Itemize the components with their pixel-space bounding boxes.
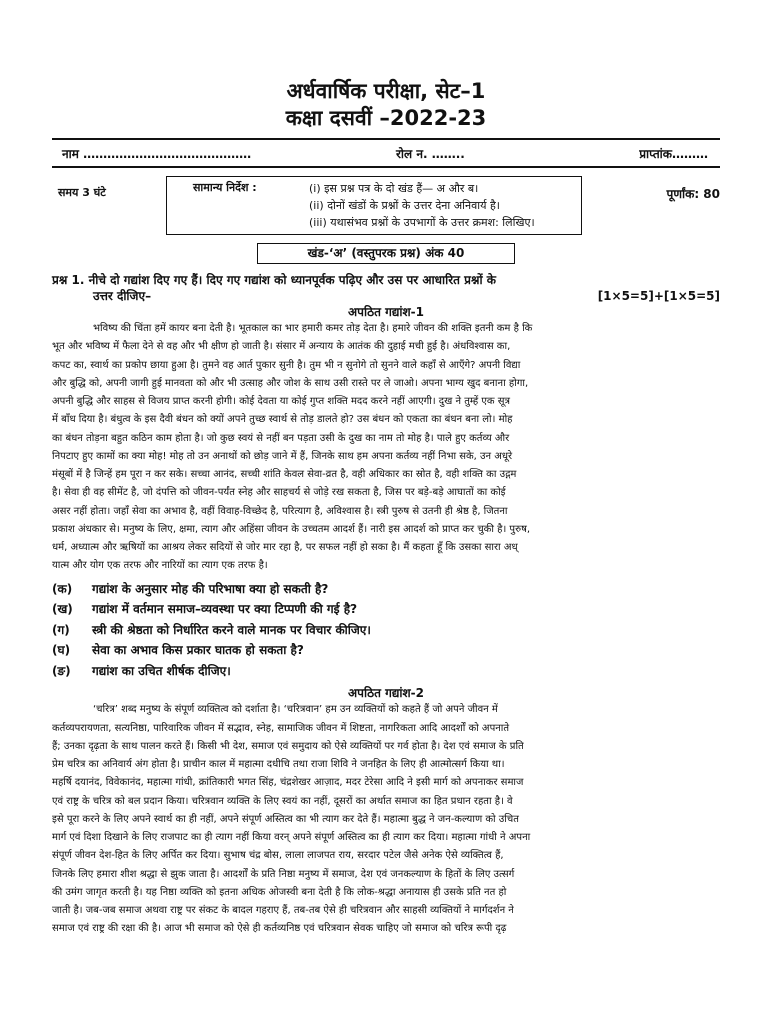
instructions-row bbox=[52, 176, 720, 235]
passage-line: निपटाए हुए कामों का क्या मोह! मोह तो उन अनाथों को छोड़ जाने में हैं, जिनके साथ हम अपना कर्तव्य नहीं निभा सके, उन अधूरे bbox=[52, 450, 513, 462]
class-title: कक्षा दसवीं –2022-23 bbox=[285, 106, 487, 130]
question-1-continuation: उत्तर दीजिए– bbox=[93, 289, 152, 303]
sub-question-text: गद्यांश के अनुसार मोह की परिभाषा क्या हो सकती है? bbox=[92, 581, 329, 596]
exam-title: अर्धवार्षिक परीक्षा, सेट–1 bbox=[286, 79, 486, 103]
passage-line: और बुद्धि को, अपनी जागी हुई मानवता को और भी उत्साह और जोश के साथ उसी रास्ते पर ले जाओ। अपना भाग्य खुद बनाना होगा, bbox=[52, 377, 529, 389]
roll-number-field: रोल न. …….. bbox=[396, 146, 465, 161]
passage-line: है। सेवा ही वह सीमेंट है, जो दंपत्ति को जीवन-पर्यंत स्नेह और साहचर्य से जोड़े रख सकता है, जिस पर बड़े-बड़े आघातों का कोई bbox=[52, 487, 506, 499]
sub-question-label: (ग) bbox=[52, 622, 70, 637]
passage-line: मंसूबों में है जिन्हें हम पूरा न कर सके। सच्चा आनंद, सच्ची शांति केवल सेवा-व्रत है, वही अधिकार का स्रोत है, वही शक्ति का उद्गम bbox=[52, 469, 517, 480]
question-1-marks: [1×5=5]+[1×5=5] bbox=[597, 289, 720, 303]
passage-line: कर्तव्यपरायणता, सत्यनिष्ठा, पारिवारिक जीवन में सद्भाव, स्नेह, सामाजिक जीवन में शिष्टता, नागरिकता आदि आदर्शों को अपनाते bbox=[52, 722, 510, 734]
passage-1 bbox=[52, 320, 720, 576]
sub-question bbox=[52, 579, 720, 600]
obtained-marks-field: प्राप्तांक……… bbox=[639, 146, 708, 161]
sub-question-text: गद्यांश में वर्तमान समाज–व्यवस्था पर क्या टिप्पणी की गई है? bbox=[92, 602, 358, 617]
sub-question-label: (ङ) bbox=[52, 663, 71, 678]
passage-2 bbox=[52, 701, 720, 938]
passage-line: जिनके लिए हमारा शीश श्रद्धा से झुक जाता है। आदर्शों के प्रति निष्ठा मनुष्य में समाज, देश एवं जनकल्याण के हितों के लिए उत्सर्ग bbox=[52, 868, 515, 880]
passage-line: मार्ग एवं दिशा दिखाने के लिए राजपाट का ही त्याग नहीं किया वरन् अपने संपूर्ण अस्तित्व का ही त्याग कर दिया। महात्मा गांधी ने अपना bbox=[52, 832, 531, 844]
passage-1-heading: अपठित गद्यांश-1 bbox=[348, 305, 424, 319]
instruction-item: (ii) दोनों खंडों के प्रश्नों के उत्तर देना अनिवार्य है। bbox=[309, 199, 500, 212]
passage-line: ‘चरित्र’ शब्द मनुष्य के संपूर्ण व्यक्तित्व को दर्शाता है। ‘चरित्रवान’ हम उन व्यक्तियों को कहते हैं जो अपने जीवन में bbox=[93, 704, 498, 716]
passage-line: प्रकाश अंधकार से। मनुष्य के लिए, क्षमा, त्याग और अहिंसा जीवन के उच्चतम आदर्श हैं। नारी इस आदर्श को प्राप्त कर चुकी है। पुरुष, bbox=[52, 523, 531, 535]
question-1-line2 bbox=[52, 288, 720, 304]
passage-line: का बंधन तोड़ना बहुत कठिन काम होता है। जो कुछ स्वयं से नहीं बन पड़ता उसी के दुख का नाम तो मोह है। पाले हुए कर्तव्य और bbox=[52, 432, 510, 444]
sub-question-label: (घ) bbox=[52, 643, 71, 658]
section-a-heading: खंड-‘अ’ (वस्तुपरक प्रश्न) अंक 40 bbox=[257, 243, 515, 264]
instruction-item: (iii) यथासंभव प्रश्नों के उपभागों के उत्तर क्रमश: लिखिए। bbox=[309, 216, 535, 229]
passage-line: इसे पूरा करने के लिए अपने स्वार्थ का ही नहीं, अपने संपूर्ण अस्तित्व का भी त्याग कर देते हैं। महात्मा बुद्ध ने जन-कल्याण को उचित bbox=[52, 813, 519, 825]
passage-line: भविष्य की चिंता हमें कायर बना देती है। भूतकाल का भार हमारी कमर तोड़ देता है। हमारे जीवन की शक्ति इतनी कम है कि bbox=[93, 323, 533, 334]
sub-question bbox=[52, 661, 720, 682]
name-field: नाम …………………………………… bbox=[62, 146, 252, 161]
question-1-text: प्रश्न 1. नीचे दो गद्यांश दिए गए हैं। दिए गए गद्यांश को ध्यानपूर्वक पढ़िए और उस पर आधारित प्रश्नों के bbox=[52, 273, 496, 287]
passage-line: समाज एवं राष्ट्र की रक्षा की है। आज भी समाज को ऐसे ही कर्तव्यनिष्ठ एवं चरित्रवान सेवक चाहिए जो समाज को चरित्र रूपी दृढ़ bbox=[52, 923, 507, 935]
passage-line: हैं; उनका दृढ़ता के साथ पालन करते हैं। किसी भी देश, समाज एवं समुदाय को ऐसे व्यक्तियों पर गर्व होता है। देश एवं समाज के प्रति bbox=[52, 740, 524, 752]
student-info-bar bbox=[52, 138, 720, 168]
instructions-label: सामान्य निर्देश : bbox=[193, 181, 257, 194]
instruction-item: (i) इस प्रश्न पत्र के दो खंड हैं— अ और ब। bbox=[309, 182, 479, 195]
passage-2-heading: अपठित गद्यांश-2 bbox=[348, 686, 424, 701]
passage-line: प्रेम चरित्र का अनिवार्य अंग होता है। प्राचीन काल में महात्मा दधीचि तथा राजा शिवि ने जनहित के लिए ही आत्मोत्सर्ग किया था। bbox=[52, 759, 505, 771]
sub-question-label: (क) bbox=[52, 581, 73, 596]
passage-line: जाती है। जब-जब समाज अथवा राष्ट्र पर संकट के बादल गहराए हैं, तब-तब ऐसे ही चरित्रवान और साहसी व्यक्तियों ने मार्गदर्शन ने bbox=[52, 905, 514, 917]
passage-line: असर नहीं होता। जहाँ सेवा का अभाव है, वहीं विवाह-विच्छेद है, परित्याग है, अविश्वास है। स्त्री पुरुष से उतनी ही श्रेष्ठ है, जितना bbox=[52, 505, 508, 517]
passage-line: महर्षि दयानंद, विवेकानंद, महात्मा गांधी, क्रांतिकारी भगत सिंह, चंद्रशेखर आज़ाद, मदर टेरेसा आदि ने इसी मार्ग को अपनाकर समाज bbox=[52, 777, 524, 789]
general-instructions-box bbox=[166, 176, 582, 235]
sub-question bbox=[52, 599, 720, 620]
passage-line: में बाँध दिया है। बंधुत्व के इस दैवी बंधन को क्यों अपने तुच्छ स्वार्थ से तोड़ डालते हो? उस बंधन को एकता का बंधन बना लो। मोह bbox=[52, 414, 513, 426]
passage-line: संपूर्ण जीवन देश-हित के लिए अर्पित कर दिया। सुभाष चंद्र बोस, लाला लाजपत राय, सरदार पटेल जैसे अनेक ऐसे व्यक्तित्व हैं, bbox=[52, 850, 504, 862]
time-allowed: समय 3 घंटे bbox=[58, 186, 106, 199]
question-1 bbox=[52, 272, 720, 304]
passage-line: धर्म, अध्यात्म और ऋषियों का आश्रय लेकर सदियों से जोर मार रहा है, पर सफल नहीं हो सका है। मैं कहता हूँ कि उसका सारा अध् bbox=[52, 542, 518, 553]
passage-line: की उमंग जागृत करती है। यह निष्ठा व्यक्ति को इतना अधिक ओजस्वी बना देती है कि लोक-श्रद्धा अनायास ही उसके प्रति नत हो bbox=[52, 886, 507, 898]
sub-question-text: सेवा का अभाव किस प्रकार घातक हो सकता है? bbox=[92, 643, 304, 658]
passage-line: कपट का, स्वार्थ का प्रकोप छाया हुआ है। तुमने वह आर्त पुकार सुनी है। तुम भी न सुनोगे तो सुनने वाले कहाँ से आएँगे? अपनी विद्या bbox=[52, 359, 521, 371]
passage-line: भूत और भविष्य में फैला देने से वह और भी क्षीण हो जाती है। संसार में अन्याय के आतंक की दुहाई मची हुई है। अंधविश्वास का, bbox=[52, 341, 511, 353]
sub-question-text: स्त्री की श्रेष्ठता को निर्धारित करने वाले मानक पर विचार कीजिए। bbox=[92, 622, 371, 637]
passage-line: एवं राष्ट्र के चरित्र को बल प्रदान किया। चरित्रवान व्यक्ति के लिए स्वयं का नहीं, दूसरों का अर्थात समाज का हित प्रधान रहता है। वे bbox=[52, 795, 513, 807]
passage-1-questions bbox=[52, 579, 720, 682]
total-marks: पूर्णांक: 80 bbox=[666, 187, 720, 201]
sub-question bbox=[52, 640, 720, 661]
sub-question bbox=[52, 620, 720, 641]
instructions-list bbox=[309, 180, 575, 231]
passage-line: यात्म और योग एक तरफ और नारियों का त्याग एक तरफ है। bbox=[52, 560, 268, 572]
passage-line: अपनी बुद्धि और साहस से विजय प्राप्त करनी होगी। कोई देवता या कोई गुप्त शक्ति मदद करने नहीं आएगी। दुख ने तुम्हें एक सूत्र bbox=[52, 396, 511, 407]
sub-question-text: गद्यांश का उचित शीर्षक दीजिए। bbox=[92, 663, 231, 678]
sub-question-label: (ख) bbox=[52, 602, 73, 617]
